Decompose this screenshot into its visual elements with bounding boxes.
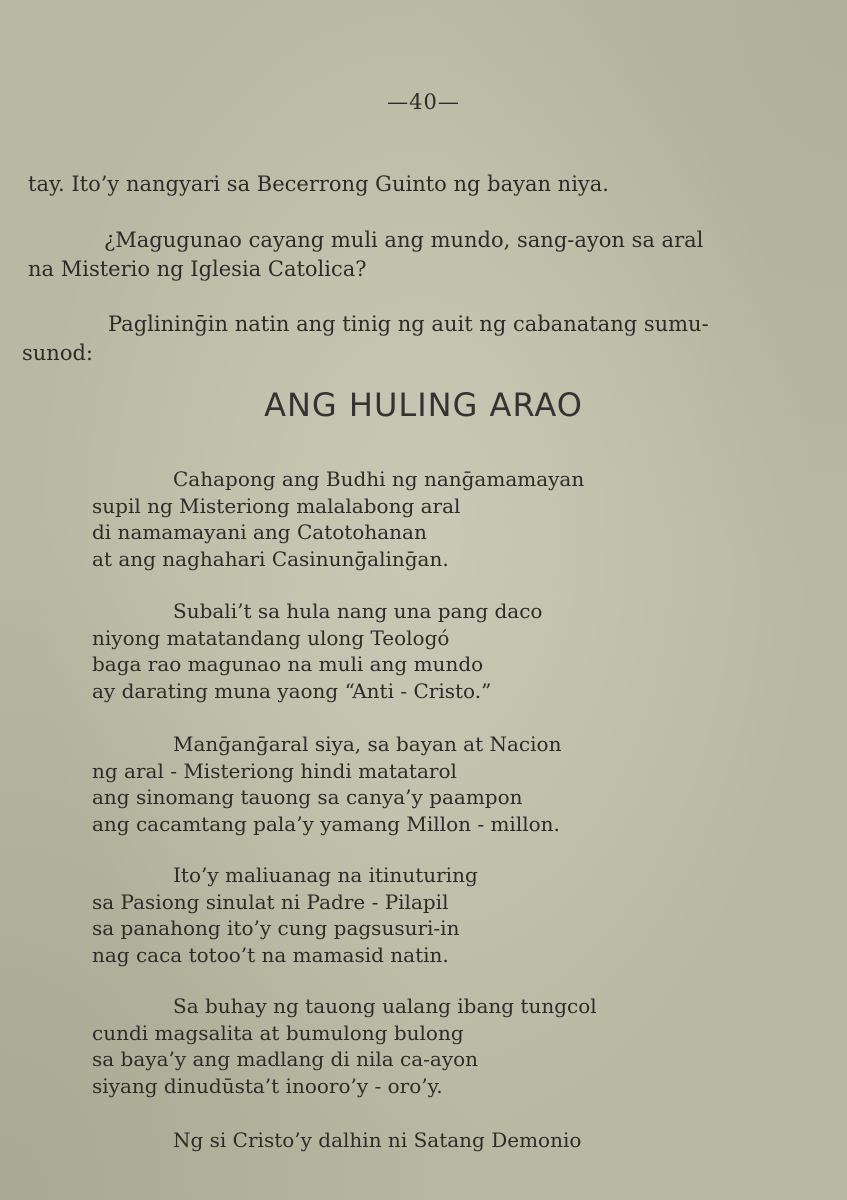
stanza (92, 862, 478, 968)
paragraph-line: na Misterio ng Iglesia Catolica? (28, 257, 367, 281)
verse-line: Ng si Cristo’y dalhin ni Satang Demonio (173, 1128, 582, 1152)
stanza (92, 466, 584, 572)
stanza (92, 731, 561, 837)
verse-line: cundi magsalita at bumulong bulong (92, 1020, 464, 1045)
verse-line: ang cacamtang pala’y yamang Millon - millon. (92, 811, 560, 836)
verse-line: Subali’t sa hula nang una pang daco (173, 599, 543, 623)
stanza (92, 993, 597, 1099)
verse-line: Ito’y maliuanag na itinuturing (173, 863, 478, 887)
verse-line: sa baya’y ang madlang di nila ca-ayon (92, 1047, 479, 1071)
verse-line: at ang naghahari Casinunḡalinḡan. (92, 546, 449, 571)
verse-line: nag caca totoo’t na mamasid natin. (92, 942, 449, 967)
stanza (92, 598, 542, 704)
paragraph-line: ¿Magugunao cayang muli ang mundo, sang-ayon sa aral (104, 228, 704, 252)
verse-line: Sa buhay ng tauong ualang ibang tungcol (173, 994, 597, 1018)
paragraph-line: sunod: (22, 341, 93, 365)
verse-line: ang sinomang tauong sa canya’y paampon (92, 785, 523, 809)
page-number: —40— (387, 90, 460, 114)
paragraph-line: tay. Ito’y nangyari sa Becerrong Guinto ng bayan niya. (28, 172, 609, 196)
verse-line: siyang dinudūsta’t inooro’y - oro’y. (92, 1073, 443, 1098)
verse-line: di namamayani ang Catotohanan (92, 520, 427, 544)
verse-line: baga rao magunao na muli ang mundo (92, 652, 484, 676)
verse-line: Cahapong ang Budhi ng nanḡamamayan (173, 467, 585, 491)
stanza (92, 1127, 581, 1154)
verse-line: supil ng Misteriong malalabong aral (92, 493, 461, 518)
verse-line: ng aral - Misteriong hindi matatarol (92, 758, 457, 783)
verse-line: sa panahong ito’y cung pagsusuri-in (92, 916, 460, 940)
verse-line: Manḡanḡaral siya, sa bayan at Nacion (173, 732, 562, 756)
verse-line: sa Pasiong sinulat ni Padre - Pilapil (92, 889, 449, 914)
verse-line: niyong matatandang ulong Teologó (92, 625, 450, 650)
paragraph-line: Paglininḡin natin ang tinig ng auit ng cabanatang sumu- (108, 312, 709, 336)
poem-title: ANG HULING ARAO (264, 386, 583, 424)
verse-line: ay darating muna yaong “Anti - Cristo.” (92, 678, 492, 703)
